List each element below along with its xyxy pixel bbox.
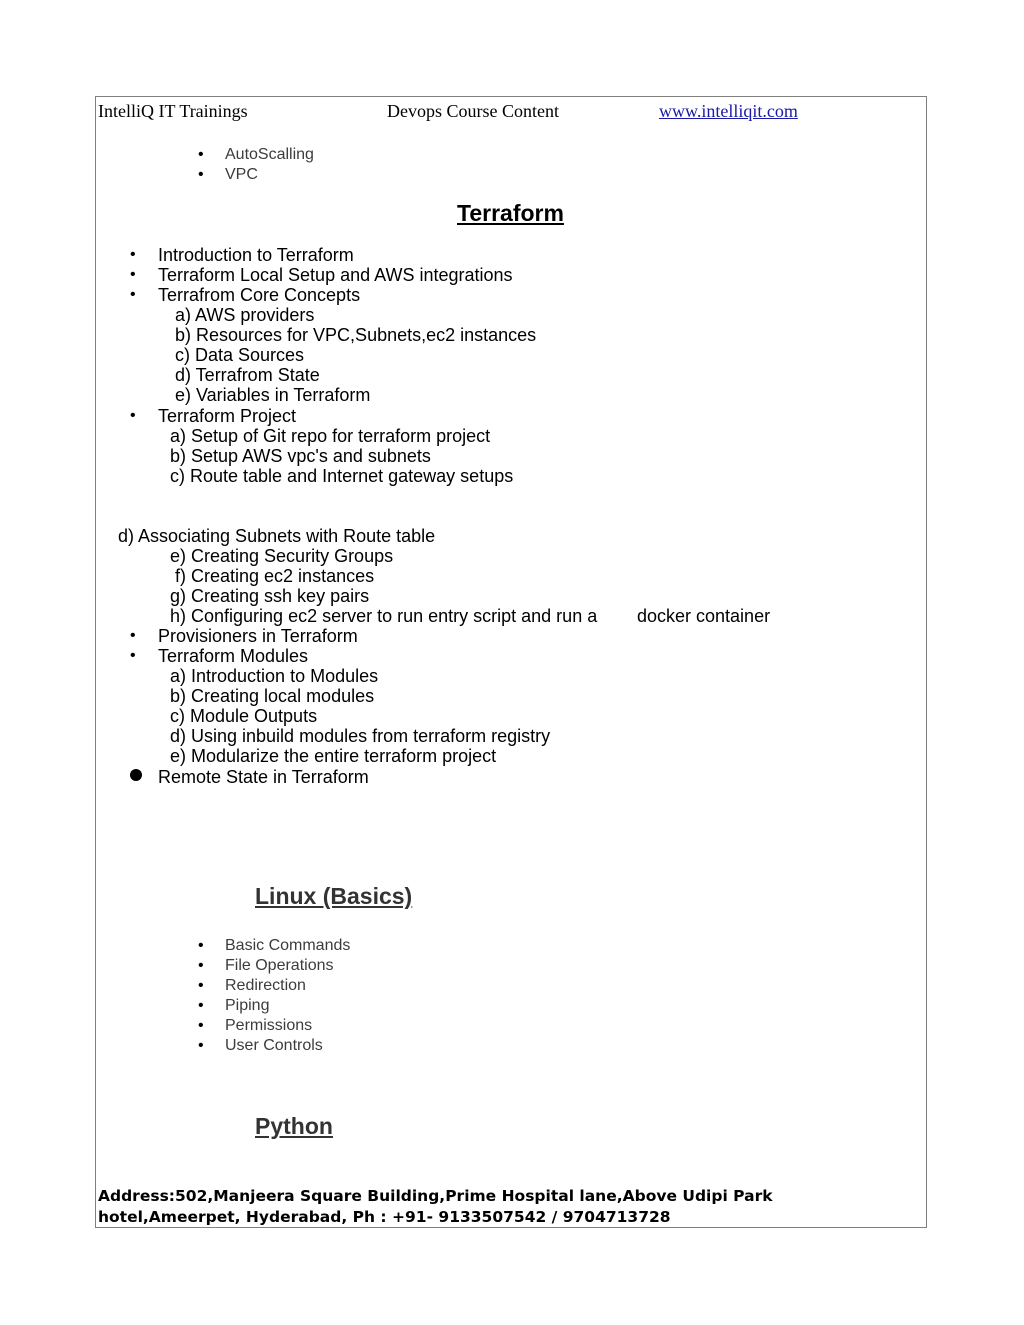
sub-item: h) Configuring ec2 server to run entry script and run a [170,606,598,626]
large-bullet-icon [130,769,142,781]
list-item: Provisioners in Terraform [158,626,358,646]
section-title-python: Python [255,1113,333,1139]
bullet-icon: • [130,407,136,424]
list-item: Redirection [225,977,306,994]
sub-item: c) Data Sources [175,345,305,365]
bullet-icon: • [198,146,204,163]
sub-item: e) Creating Security Groups [170,546,394,566]
bullet-icon: • [130,647,136,664]
sub-item-continuation: docker container [637,606,771,626]
sub-item: d) Associating Subnets with Route table [118,526,436,546]
bullet-icon: • [130,627,136,644]
bullet-icon: • [130,246,136,263]
sub-item: a) Introduction to Modules [170,666,379,686]
sub-item: g) Creating ssh key pairs [170,586,370,606]
sub-item: b) Resources for VPC,Subnets,ec2 instances [175,325,537,345]
bullet-icon: • [198,1037,204,1054]
sub-item: d) Using inbuild modules from terraform registry [170,726,551,746]
sub-item: e) Modularize the entire terraform project [170,746,497,766]
list-item: Remote State in Terraform [158,767,369,787]
section-title-terraform: Terraform [457,200,564,226]
address-line-1: Address:502,Manjeera Square Building,Prime Hospital lane,Above Udipi Park [98,1187,773,1205]
sub-item: c) Route table and Internet gateway setups [170,466,514,486]
list-item: Terraform Local Setup and AWS integrations [158,265,513,285]
list-item: File Operations [225,957,334,974]
header-course: Devops Course Content [387,101,559,121]
bullet-icon: • [130,286,136,303]
sub-item: a) Setup of Git repo for terraform project [170,426,491,446]
section-title-linux: Linux (Basics) [255,883,413,909]
header-company: IntelliQ IT Trainings [98,101,248,121]
bullet-icon: • [198,957,204,974]
list-item: Basic Commands [225,937,351,954]
list-item: Terraform Project [158,406,297,426]
bullet-icon: • [198,937,204,954]
list-item: Piping [225,997,270,1014]
list-item: User Controls [225,1037,323,1054]
sub-item: b) Creating local modules [170,686,375,706]
sub-item: f) Creating ec2 instances [175,566,375,586]
sub-item: e) Variables in Terraform [175,385,371,405]
list-item: AutoScalling [225,146,314,163]
footer-address [98,1186,858,1228]
bullet-icon: • [130,266,136,283]
list-item: Terrafrom Core Concepts [158,285,361,305]
sub-item: a) AWS providers [175,305,315,325]
bullet-icon: • [198,1017,204,1034]
sub-item: b) Setup AWS vpc's and subnets [170,446,431,466]
header-website-link[interactable]: www.intelliqit.com [659,101,798,121]
sub-item: d) Terrafrom State [175,365,320,385]
sub-item: c) Module Outputs [170,706,318,726]
bullet-icon: • [198,166,204,183]
list-item: VPC [225,166,258,183]
address-line-2: hotel,Ameerpet, Hyderabad, Ph : +91- 9133507542 / 9704713728 [98,1208,671,1226]
list-item: Permissions [225,1017,313,1034]
bullet-icon: • [198,997,204,1014]
list-item: Introduction to Terraform [158,245,354,265]
list-item: Terraform Modules [158,646,309,666]
bullet-icon: • [198,977,204,994]
